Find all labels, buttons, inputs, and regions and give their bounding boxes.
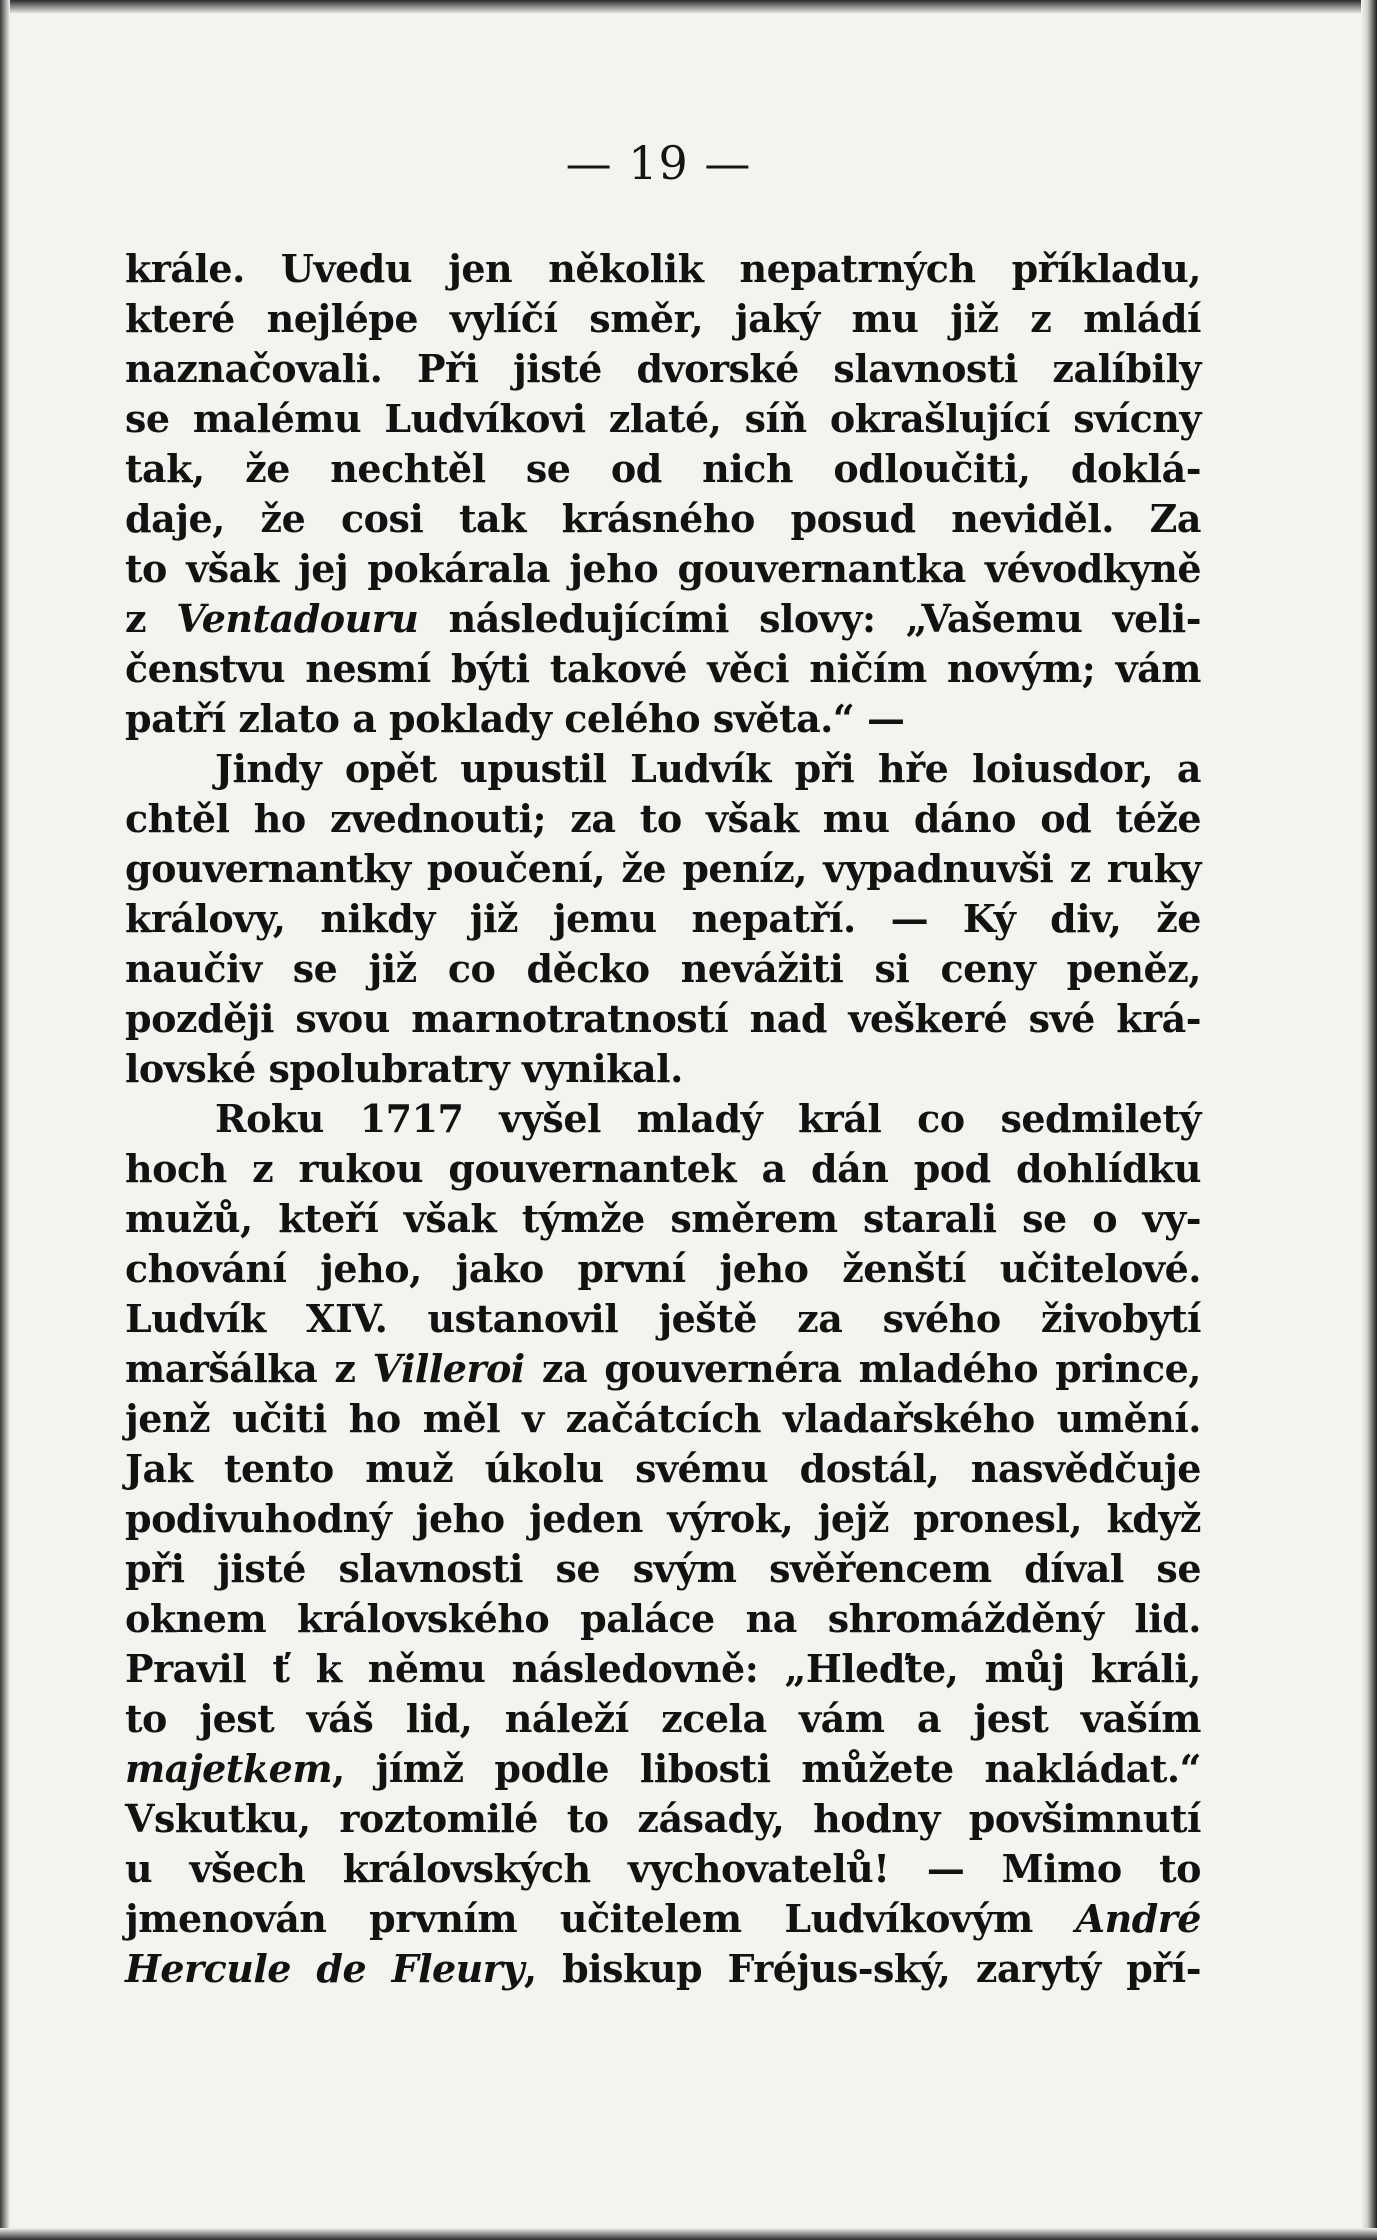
italic-phrase: Hercule de Fleury: [125, 1946, 524, 1991]
text-line: které nejlépe vylíčí směr, jaký mu již z mládí: [125, 296, 1201, 341]
text-line: jenž učiti ho měl v začátcích vladařského umění.: [125, 1396, 1201, 1441]
scan-edge-right: [1361, 0, 1377, 2240]
page-number: — 19 —: [565, 136, 752, 190]
text-line: gouvernantky poučení, že peníz, vypadnuvši z ruky: [125, 846, 1201, 891]
scan-edge-top: [0, 0, 1377, 14]
text-line: Pravil ť k němu následovně: „Hleďte, můj králi,: [125, 1646, 1201, 1691]
paragraph-start: Jindy opět upustil Ludvík při hře loiusdor, a: [215, 746, 1201, 791]
text-line: při jisté slavnosti se svým svěřencem díval se: [125, 1546, 1201, 1591]
text-line: daje, že cosi tak krásného posud neviděl. Za: [125, 496, 1201, 541]
text-line: to však jej pokárala jeho gouvernantka vévodkyně: [125, 546, 1201, 591]
text-line-italic: maršálka z Villeroi za gouvernéra mladého prince,: [125, 1346, 1201, 1391]
scan-edge-bottom: [0, 2228, 1377, 2240]
scan-edge-left: [0, 0, 10, 2240]
italic-phrase: majetkem: [125, 1746, 333, 1791]
text-line: se malému Ludvíkovi zlaté, síň okrašlující svícny: [125, 396, 1201, 441]
text-line-italic: Hercule de Fleury, biskup Fréjus-ský, zarytý pří-: [125, 1946, 1201, 1991]
text-line: oknem královského paláce na shromážděný lid.: [125, 1596, 1201, 1641]
paragraph-start: Roku 1717 vyšel mladý král co sedmiletý: [215, 1096, 1201, 1141]
text-line: naznačovali. Při jisté dvorské slavnosti zalíbily: [125, 346, 1201, 391]
text-line: podivuhodný jeho jeden výrok, jejž pronesl, když: [125, 1496, 1201, 1541]
text-line-italic: majetkem, jímž podle libosti můžete nakládat.“: [125, 1746, 1201, 1791]
text-line: Vskutku, roztomilé to zásady, hodny povšimnutí: [125, 1796, 1201, 1841]
text-line: chtěl ho zvednouti; za to však mu dáno od téže: [125, 796, 1201, 841]
text-line: hoch z rukou gouvernantek a dán pod dohlídku: [125, 1146, 1201, 1191]
text-line-italic: jmenován prvním učitelem Ludvíkovým André: [125, 1896, 1201, 1941]
text-line-italic: z Ventadouru následujícími slovy: „Vašemu veli-: [125, 596, 1201, 641]
text-line: naučiv se již co děcko nevážiti si ceny peněz,: [125, 946, 1201, 991]
text-line: Ludvík XIV. ustanovil ještě za svého živobytí: [125, 1296, 1201, 1341]
italic-phrase: Ventadouru: [176, 596, 419, 641]
text-line: tak, že nechtěl se od nich odloučiti, doklá-: [125, 446, 1201, 491]
text-line: to jest váš lid, náleží zcela vám a jest vaším: [125, 1696, 1201, 1741]
text-line: královy, nikdy již jemu nepatří. — Ký div, že: [125, 896, 1201, 941]
text-line: mužů, kteří však týmže směrem starali se o vy-: [125, 1196, 1201, 1241]
text-line: chování jeho, jako první jeho ženští učitelové.: [125, 1246, 1201, 1291]
body-text: [125, 244, 1201, 1994]
text-line: patří zlato a poklady celého světa.“ —: [125, 696, 905, 741]
text-line: krále. Uvedu jen několik nepatrných příkladu,: [125, 246, 1201, 291]
text-line: lovské spolubratry vynikal.: [125, 1046, 683, 1091]
italic-phrase: Villeroi: [372, 1346, 525, 1391]
text-line: u všech královských vychovatelů! — Mimo to: [125, 1846, 1201, 1891]
text-line: později svou marnotratností nad veškeré své krá-: [125, 996, 1201, 1041]
text-line: Jak tento muž úkolu svému dostál, nasvědčuje: [125, 1446, 1201, 1491]
text-line: čenstvu nesmí býti takové věci ničím novým; vám: [125, 646, 1201, 691]
italic-phrase: André: [1075, 1896, 1201, 1941]
